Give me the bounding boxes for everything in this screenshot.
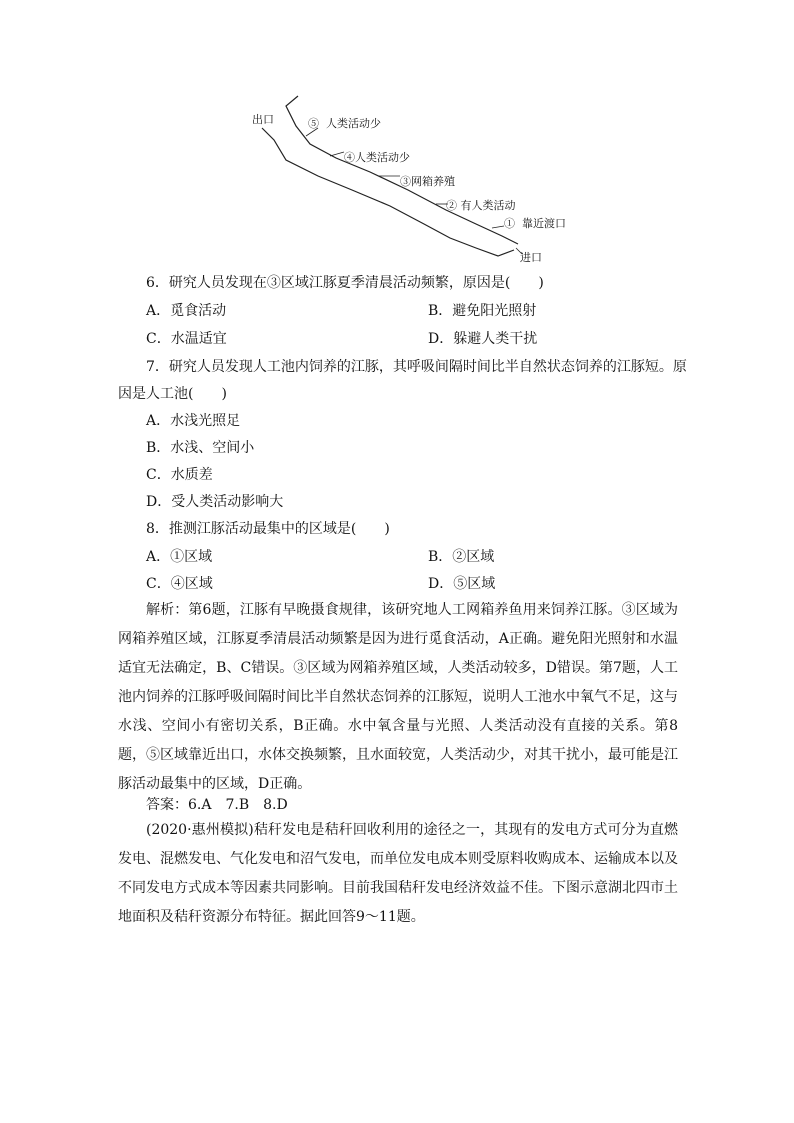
river-bank-lower [262, 128, 514, 256]
q7-stem-line1: 7．研究人员发现人工池内饲养的江豚，其呼吸间隔时间比半自然状态饲养的江豚短。原 [146, 359, 687, 375]
q8-option-a: A．①区域 [146, 549, 213, 565]
zone3-label: ③网箱养殖 [400, 175, 455, 188]
q6-option-a: A．觅食活动 [146, 303, 227, 319]
leader-zone1 [492, 226, 504, 228]
river-diagram [240, 88, 580, 268]
analysis-paragraph [118, 596, 678, 799]
leader-zone4 [330, 152, 344, 156]
q8-option-b: B．②区域 [428, 549, 495, 565]
exit-label: 出口 [252, 113, 274, 126]
q6-option-b: B．避免阳光照射 [428, 303, 537, 319]
zone5-label: ⑤ 人类活动少 [308, 117, 381, 130]
zone2-label: ② 有人类活动 [446, 199, 516, 212]
q6-option-c: C．水温适宜 [146, 331, 227, 347]
q8-option-c: C．④区域 [146, 576, 213, 592]
q6-option-d: D．躲避人类干扰 [428, 331, 538, 347]
q7-option-b: B．水浅、空间小 [146, 440, 255, 456]
analysis-text: 解析：第6题，江豚有早晚摄食规律，该研究地人工网箱养鱼用来饲养江豚。③区域为网箱养殖区域，江豚夏季清晨活动频繁是因为进行觅食活动，A正确。避免阳光照射和水温适宜无法确定，B、C错误。③区域为网箱养殖区域，人类活动较多，D错误。第7题，人工池内饲养的江豚呼吸间隔时间比半自然状态饲养的江豚短，说明人工池水中氧气不足，这与水浅、空间小有密切关系，B正确。水中氧含量与光照、人类活动没有直接的关系。第8题，⑤区域靠近出口，水体交换频繁，且水面较宽，人类活动少，对其干扰小，最可能是江豚活动最集中的区域，D正确。 [118, 602, 678, 792]
q6-stem: 6．研究人员发现在③区域江豚夏季清晨活动频繁，原因是( ) [146, 275, 544, 291]
q7-option-a: A．水浅光照足 [146, 413, 241, 429]
q7-stem-line2: 因是人工池( ) [118, 386, 227, 402]
entry-label: 进口 [520, 251, 542, 264]
q8-stem: 8．推测江豚活动最集中的区域是( ) [146, 521, 390, 537]
intro-paragraph [118, 816, 678, 932]
zone1-label: ① 靠近渡口 [504, 217, 566, 230]
q8-option-d: D．⑤区域 [428, 576, 496, 592]
q7-option-c: C．水质差 [146, 467, 213, 483]
intro-text: (2020·惠州模拟)秸秆发电是秸秆回收利用的途径之一，其现有的发电方式可分为直燃发电、混燃发电、气化发电和沼气发电，而单位发电成本则受原料收购成本、运输成本以及不同发电方式成本等因素共同影响。目前我国秸秆发电经济效益不佳。下图示意湖北四市土地面积及秸秆资源分布特征。据此回答9～11题。 [118, 822, 678, 925]
answer-line: 答案：6.A 7.B 8.D [146, 797, 288, 813]
zone4-label: ④人类活动少 [344, 151, 410, 164]
q7-option-d: D．受人类活动影响大 [146, 494, 284, 510]
